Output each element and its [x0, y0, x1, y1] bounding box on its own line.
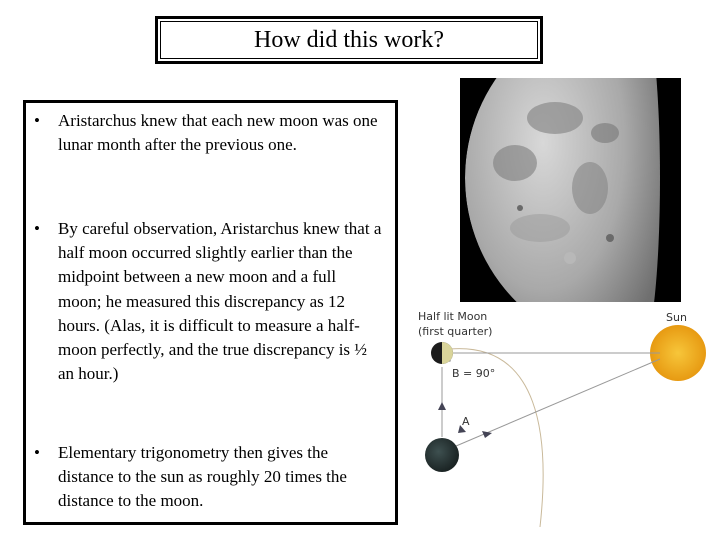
bullet-marker: • — [34, 219, 40, 238]
up-arrow-icon — [438, 402, 446, 410]
angle-label: B = 90° — [452, 367, 496, 380]
bullet-marker: • — [34, 111, 40, 130]
bullet-text: Aristarchus knew that each new moon was one lunar month after the previous one. — [58, 111, 378, 155]
bullet-marker: • — [34, 443, 40, 462]
half-moon-photo — [460, 78, 681, 302]
point-a-label: A — [462, 415, 470, 428]
half-moon-label: Half lit Moon — [418, 310, 488, 323]
bullet-text: By careful observation, Aristarchus knew that a half moon occurred slightly earlier than the midpoint between a new moon and a full moon; he measured this discrepancy as 12 hours. (Alas, it is difficult to measure a half-moon perfectly, and the true discrepancy is ½ an hour.) — [58, 219, 382, 384]
bullet-text: Elementary trigonometry then gives the distance to the sun as roughly 20 times the distance to the moon. — [58, 443, 347, 511]
earth-icon — [425, 438, 459, 472]
first-quarter-label: (first quarter) — [418, 325, 493, 338]
bullet-text-box — [23, 100, 398, 525]
title-box — [155, 16, 543, 64]
sun-label: Sun — [666, 311, 687, 324]
sun-direction-arrow-icon — [482, 431, 492, 438]
sun-moon-geometry-diagram — [410, 297, 720, 527]
slide-title: How did this work? — [254, 26, 444, 53]
half-moon-image — [460, 78, 681, 302]
